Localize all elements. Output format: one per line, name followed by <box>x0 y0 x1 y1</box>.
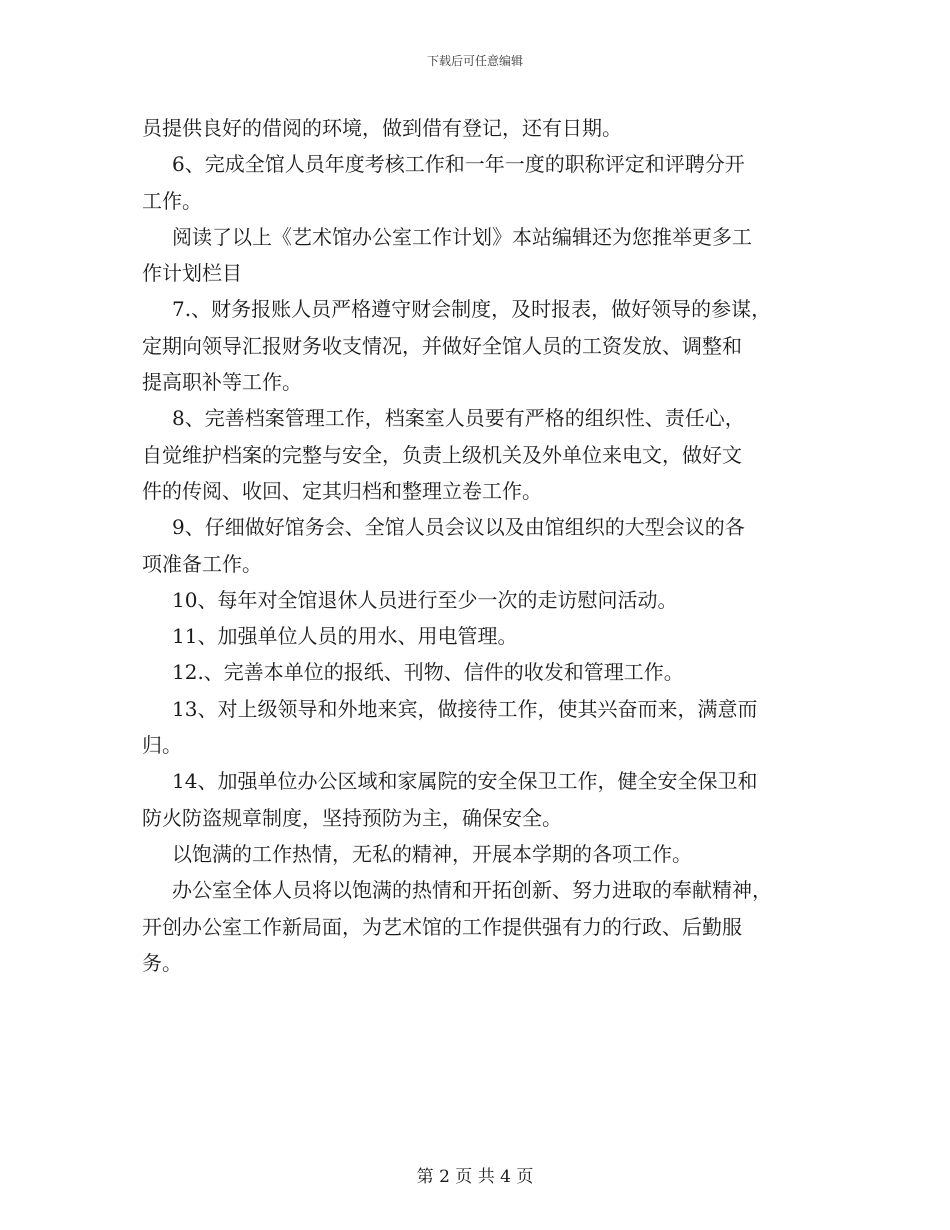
body-line: 项准备工作。 <box>142 551 262 576</box>
body-line: 防火防盗规章制度，坚持预防为主，确保安全。 <box>142 805 562 830</box>
page-footer: 第 2 页 共 4 页 <box>416 1167 534 1187</box>
body-line: 13、对上级领导和外地来宾，做接待工作，使其兴奋而来，满意而 <box>172 696 758 721</box>
body-line: 自觉维护档案的完整与安全，负责上级机关及外单位来电文，做好文 <box>142 442 742 467</box>
body-line: 8、完善档案管理工作，档案室人员要有严格的组织性、责任心， <box>172 406 745 431</box>
body-line: 务。 <box>142 950 182 975</box>
body-line: 开创办公室工作新局面，为艺术馆的工作提供强有力的行政、后勤服 <box>142 914 742 939</box>
body-line: 件的传阅、收回、定其归档和整理立卷工作。 <box>142 478 542 503</box>
body-line: 11、加强单位人员的用水、用电管理。 <box>172 624 518 649</box>
body-line: 7.、财务报账人员严格遵守财会制度，及时报表，做好领导的参谋， <box>172 297 772 322</box>
document-body <box>142 110 822 981</box>
page-header: 下载后可任意编辑 <box>426 54 523 68</box>
body-line: 9、仔细做好馆务会、全馆人员会议以及由馆组织的大型会议的各 <box>172 515 745 540</box>
body-line: 定期向领导汇报财务收支情况，并做好全馆人员的工资发放、调整和 <box>142 333 742 358</box>
body-line: 阅读了以上《艺术馆办公室工作计划》本站编辑还为您推举更多工 <box>172 224 752 249</box>
body-line: 6、完成全馆人员年度考核工作和一年一度的职称评定和评聘分开 <box>172 152 745 177</box>
body-line: 办公室全体人员将以饱满的热情和开拓创新、努力进取的奉献精神， <box>172 878 772 903</box>
body-line: 以饱满的工作热情，无私的精神，开展本学期的各项工作。 <box>172 841 692 866</box>
body-line: 14、加强单位办公区域和家属院的安全保卫工作，健全安全保卫和 <box>172 769 758 794</box>
body-line: 归。 <box>142 733 182 758</box>
body-line: 作计划栏目 <box>142 261 242 286</box>
body-line: 工作。 <box>142 188 202 213</box>
body-line: 员提供良好的借阅的环境，做到借有登记，还有日期。 <box>142 116 622 140</box>
body-line: 12.、完善本单位的报纸、刊物、信件的收发和管理工作。 <box>172 660 684 685</box>
body-line: 10、每年对全馆退休人员进行至少一次的走访慰问活动。 <box>172 587 678 612</box>
body-line: 提高职补等工作。 <box>142 370 302 395</box>
